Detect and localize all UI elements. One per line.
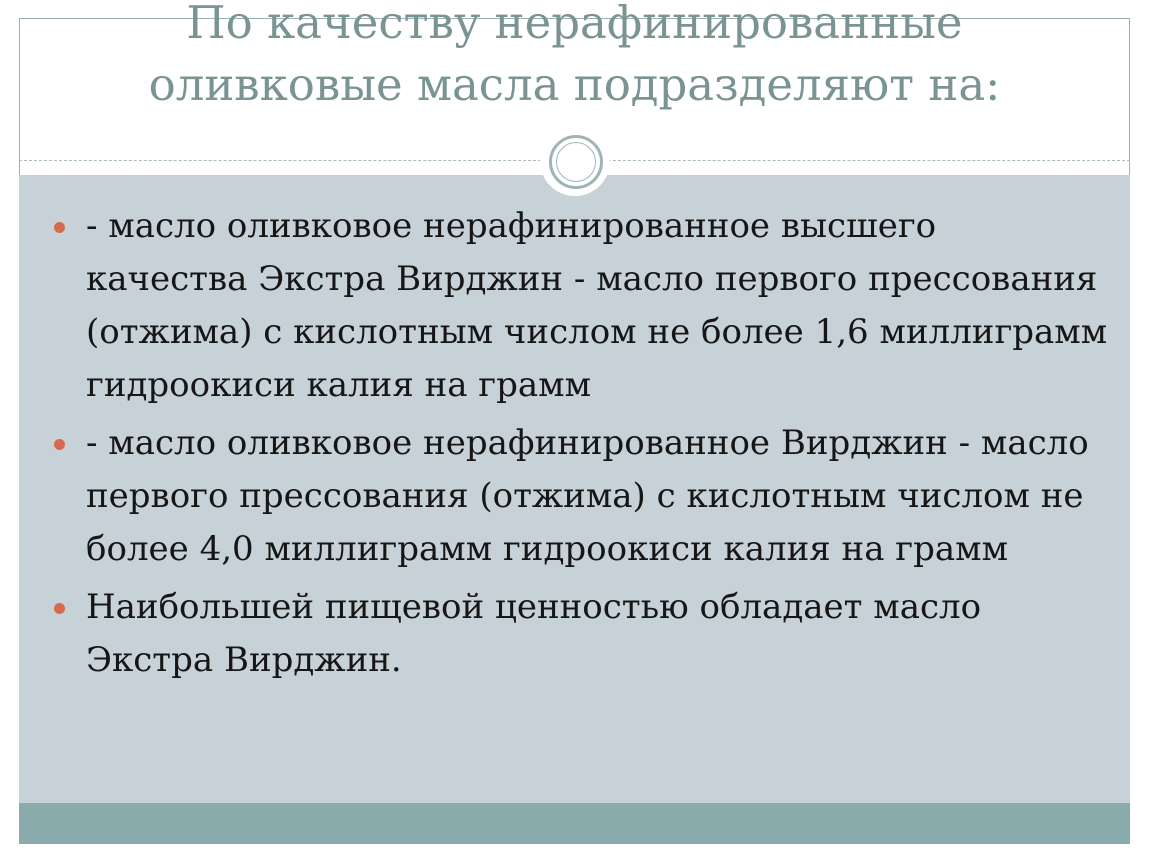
- bullet-item-extra-virgin: [48, 200, 1108, 412]
- bullet-text: - масло оливковое нерафинированное высшего качества Экстра Вирджин - масло первого прессования (отжима) с кислотным числом не более 1,6 миллиграмм гидроокиси калия на грамм: [86, 206, 1108, 405]
- slide-title-line-1: По качеству нерафинированные: [186, 0, 963, 49]
- bullet-dot-icon: [54, 603, 65, 614]
- bullet-text: Наибольшей пищевой ценностью обладает масло Экстра Вирджин.: [86, 587, 982, 680]
- bullet-text: - масло оливковое нерафинированное Вирджин - масло первого прессования (отжима) с кислотным числом не более 4,0 миллиграмм гидроокиси калия на грамм: [86, 423, 1089, 569]
- circle-ornament-icon: [540, 126, 610, 196]
- bullet-list: [48, 200, 1108, 692]
- footer-band: [19, 803, 1130, 844]
- slide-title: [19, 0, 1130, 116]
- slide-title-line-2: оливковые масла подразделяют на:: [148, 58, 1001, 111]
- bullet-dot-icon: [54, 222, 65, 233]
- bullet-item-virgin: [48, 417, 1108, 576]
- bullet-item-conclusion: [48, 581, 1108, 687]
- bullet-dot-icon: [54, 439, 65, 450]
